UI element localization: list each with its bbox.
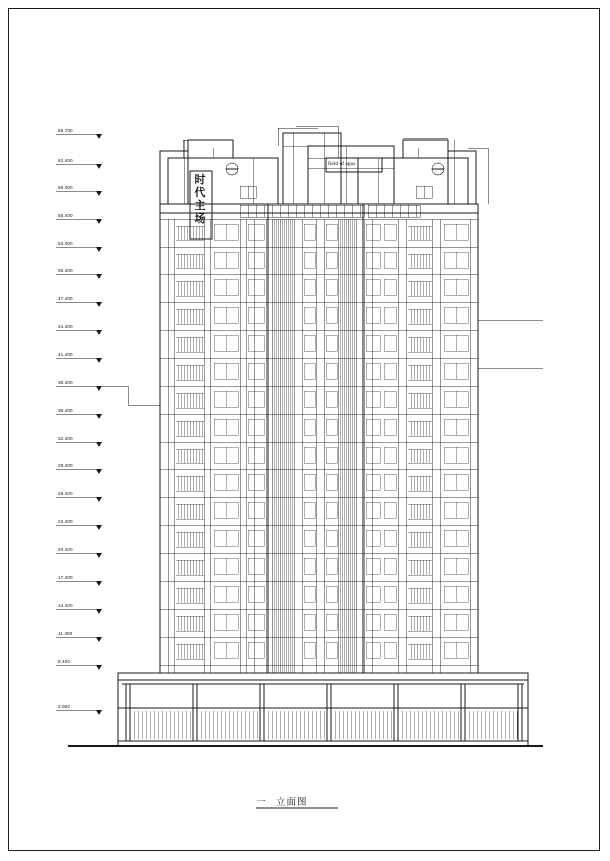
elevation-label: 44.400	[58, 324, 73, 329]
vertical-mullions	[168, 219, 470, 673]
callout-leaders	[128, 320, 543, 405]
elevation-label: 26.400	[58, 491, 73, 496]
elevation-drawing	[8, 8, 600, 851]
elevation-label: 59.400	[58, 185, 73, 190]
elevation-label: 11.400	[58, 631, 73, 636]
elevation-label: 14.400	[58, 603, 73, 608]
attic-band	[240, 205, 420, 217]
floor-lines	[160, 219, 478, 673]
elevation-label: 17.400	[58, 575, 73, 580]
elevation-label: 41.400	[58, 352, 73, 357]
podium	[118, 673, 528, 746]
elevation-label: 47.400	[58, 296, 73, 301]
roof-windows	[240, 186, 432, 198]
roof-sign-text: field of agus	[328, 161, 356, 167]
drawing-area	[8, 8, 600, 851]
elevation-label: 53.400	[58, 241, 73, 246]
floor-units	[176, 224, 468, 659]
building-vertical-sign: 时代主场	[194, 174, 206, 225]
elevation-label: 3.000	[58, 704, 70, 709]
elevation-label: 38.400	[58, 380, 73, 385]
elevation-label: 62.400	[58, 158, 73, 163]
level-datum-lines	[56, 134, 128, 715]
elevation-label: 56.400	[58, 213, 73, 218]
elevation-label: 50.400	[58, 268, 73, 273]
roof-details	[184, 133, 454, 204]
caption-prefix: 一	[256, 797, 266, 808]
elevation-label: 20.400	[58, 547, 73, 552]
elevation-label: 35.400	[58, 408, 73, 413]
elevation-label: 8.400	[58, 659, 70, 664]
elevation-label: 65.700	[58, 128, 73, 133]
elevation-label: 29.400	[58, 463, 73, 468]
stair-core-hatch	[272, 219, 354, 673]
elevation-label: 23.400	[58, 519, 73, 524]
elevation-label: 32.400	[58, 436, 73, 441]
tower-outlines	[160, 133, 478, 673]
drawing-caption: 立面图	[276, 798, 308, 808]
